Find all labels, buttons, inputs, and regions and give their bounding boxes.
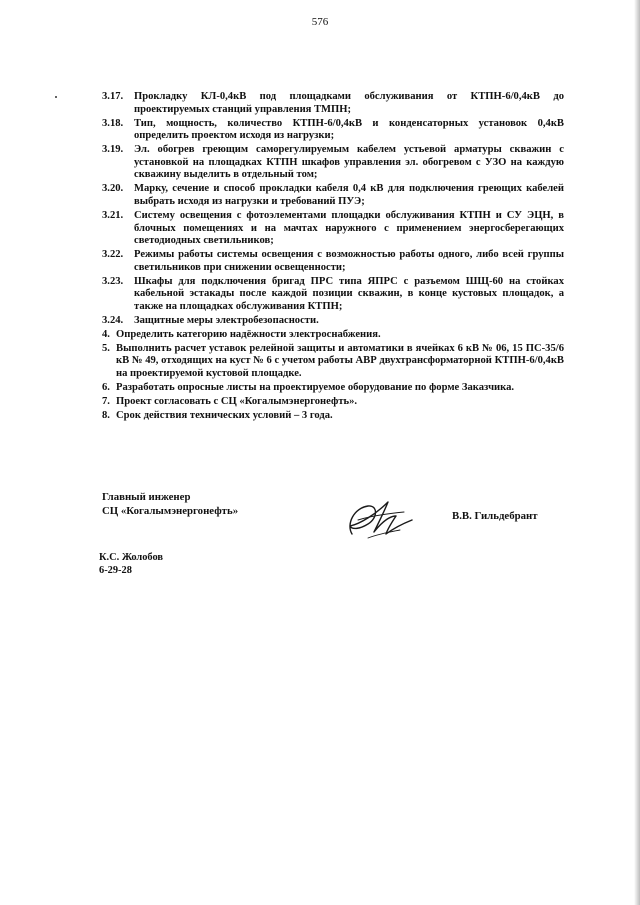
list-item (102, 343, 564, 381)
item-number: 3.22. (102, 249, 124, 261)
list-item (102, 382, 564, 395)
conditions-list (102, 91, 564, 424)
scan-edge-shadow (634, 0, 640, 905)
item-text: Систему освещения с фотоэлементами площадки обслуживания КТПН и СУ ЭЦН, в блочных помещениях и на мачтах наружного с применением энергосберегающих светодиодных светильников; (134, 209, 564, 247)
item-text: Определить категорию надёжности электроснабжения. (116, 328, 381, 340)
item-number: 5. (102, 342, 110, 354)
signatory-position-line2: СЦ «Когалымэнергонефть» (102, 505, 239, 517)
item-text: Прокладку КЛ-0,4кВ под площадками обслуживания от КТПН-6/0,4кВ до проектируемых станций управления ТМПН; (134, 91, 564, 115)
signatory-position (102, 490, 238, 518)
list-item (102, 210, 564, 248)
list-item (102, 329, 564, 342)
list-item (102, 315, 564, 328)
list-item (102, 91, 564, 116)
list-item (102, 144, 564, 182)
signatory-position-line1: Главный инженер (102, 491, 191, 503)
executor-phone: 6-29-28 (99, 565, 132, 576)
list-item (102, 183, 564, 208)
item-number: 3.19. (102, 144, 124, 156)
list-item (102, 410, 564, 423)
signatory-name: В.В. Гильдебрант (452, 510, 538, 522)
list-item (102, 396, 564, 409)
item-number: 3.23. (102, 275, 124, 287)
item-text: Шкафы для подключения бригад ПРС типа ЯПРС с разъемом ШЩ-60 на стойках кабельной эстакады после каждой позиции скважин, в конце кустовых площадок, а также на площадках обслуживания КТПН; (134, 275, 564, 312)
item-text: Марку, сечение и способ прокладки кабеля 0,4 кВ для подключения греющих кабелей выбрать исходя из нагрузки и требований ПУЭ; (134, 183, 564, 207)
item-text: Эл. обогрев греющим саморегулируемым кабелем устьевой арматуры скважин с установкой на площадках КТПН шкафов управления эл. обогревом с УЗО на каждую скважину выделить в отдельный том; (134, 144, 564, 181)
item-number: 3.21. (102, 209, 124, 221)
item-number: 8. (102, 409, 110, 421)
item-number: 4. (102, 328, 110, 340)
executor-name: К.С. Жолобов (99, 552, 164, 563)
item-text: Защитные меры электробезопасности. (134, 314, 319, 326)
executor-block (99, 551, 163, 577)
list-item (102, 249, 564, 274)
item-number: 3.18. (102, 117, 124, 129)
item-text: Разработать опросные листы на проектируемое оборудование по форме Заказчика. (116, 381, 515, 393)
list-item (102, 118, 564, 143)
item-number: 6. (102, 381, 110, 393)
item-text: Срок действия технических условий – 3 года. (116, 409, 333, 421)
item-text: Выполнить расчет уставок релейной защиты и автоматики в ячейках 6 кВ № 06, 15 ПС-35/6 кВ № 49, отходящих на куст № 6 с учетом работы АВР двухтрансформаторной КТПН-6/0,4кВ на проектируемой кустовой площадке. (116, 342, 564, 379)
item-number: 3.24. (102, 314, 124, 326)
item-number: 7. (102, 395, 110, 407)
item-text: Тип, мощность, количество КТПН-6/0,4кВ и конденсаторных установок 0,4кВ определить проектом исходя из нагрузки; (134, 117, 564, 142)
item-number: 3.20. (102, 183, 124, 195)
page-number: 576 (311, 16, 329, 28)
handwritten-signature (338, 494, 418, 542)
list-item (102, 276, 564, 314)
item-number: 3.17. (102, 91, 124, 102)
scan-speck (55, 96, 57, 98)
item-text: Режимы работы системы освещения с возможностью работы одного, либо всей группы светильников при снижении освещенности; (134, 249, 564, 273)
item-text: Проект согласовать с СЦ «Когалымэнергонефть». (116, 395, 358, 407)
